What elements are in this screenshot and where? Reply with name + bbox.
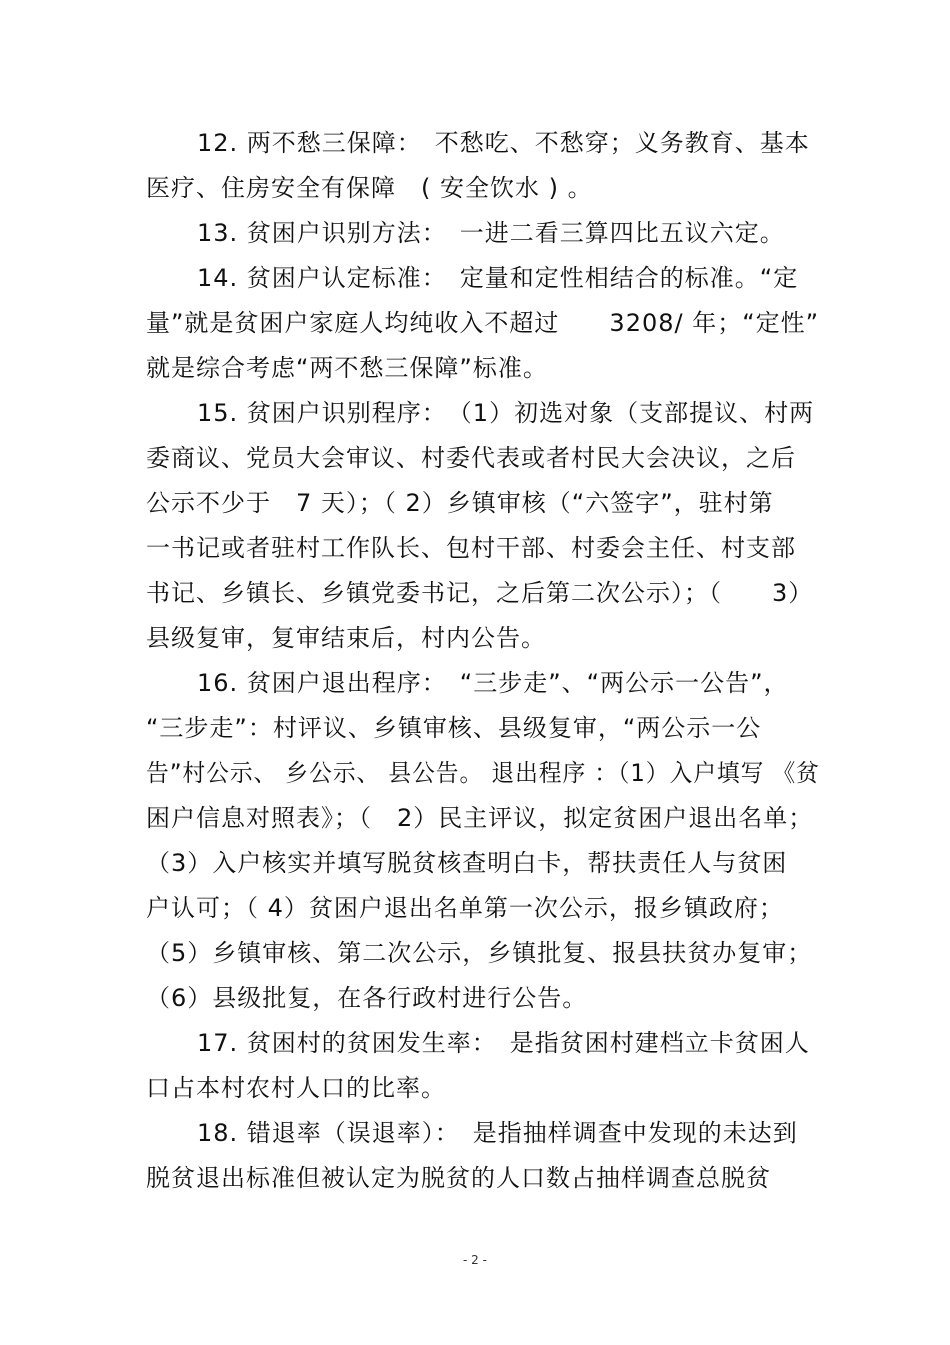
text-line: （5）乡镇审核、第二次公示，乡镇批复、报县扶贫办复审；: [146, 939, 813, 967]
text-line: “三步走”：村评议、乡镇审核、县级复审，“两公示一公: [146, 714, 762, 742]
text-line: 户认可；（ 4）贫困户退出名单第一次公示，报乡镇政府；: [146, 894, 784, 922]
text-line: 12. 两不愁三保障： 不愁吃、不愁穿；义务教育、基本: [197, 129, 810, 157]
text-line: 口占本村农村人口的比率。: [146, 1074, 446, 1102]
text-line: 医疗、住房安全有保障 ( 安全饮水 ) 。: [146, 174, 593, 202]
text-line: 量”就是贫困户家庭人均纯收入不超过 3208/ 年；“定性”: [146, 309, 820, 337]
text-line: 困户信息对照表》；（ 2）民主评议，拟定贫困户退出名单；: [146, 804, 814, 832]
text-line: 委商议、党员大会审议、村委代表或者村民大会决议，之后: [146, 444, 796, 472]
text-line: （3）入户核实并填写脱贫核查明白卡，帮扶责任人与贫困: [146, 849, 788, 877]
text-line: 18. 错退率（误退率）： 是指抽样调查中发现的未达到: [197, 1119, 798, 1147]
text-line: 就是综合考虑“两不愁三保障”标准。: [146, 354, 548, 382]
page-number: - 2 -: [463, 1253, 487, 1267]
text-line: 一书记或者驻村工作队长、包村干部、村委会主任、村支部: [146, 534, 796, 562]
text-line: 14. 贫困户认定标准： 定量和定性相结合的标准。“定: [197, 264, 799, 292]
text-line: 书记、乡镇长、乡镇党委书记，之后第二次公示）；（ 3）: [146, 579, 814, 607]
text-line: 13. 贫困户识别方法： 一进二看三算四比五议六定。: [197, 219, 785, 247]
text-line: （6）县级批复，在各行政村进行公告。: [146, 984, 588, 1012]
text-line: 17. 贫困村的贫困发生率： 是指贫困村建档立卡贫困人: [197, 1029, 810, 1057]
text-line: 告”村公示、 乡公示、 县公告。 退出程序 ：（1）入户填写 《贫: [146, 759, 820, 787]
text-line: 15. 贫困户识别程序： （1）初选对象（支部提议、村两: [197, 399, 815, 427]
text-line: 脱贫退出标准但被认定为脱贫的人口数占抽样调查总脱贫: [146, 1164, 771, 1192]
text-line: 16. 贫困户退出程序： “三步走”、“两公示一公告”，: [197, 669, 789, 697]
text-line: 公示不少于 7 天）；（ 2）乡镇审核（“六签字”，驻村第: [146, 489, 774, 517]
text-line: 县级复审，复审结束后，村内公告。: [146, 624, 546, 652]
